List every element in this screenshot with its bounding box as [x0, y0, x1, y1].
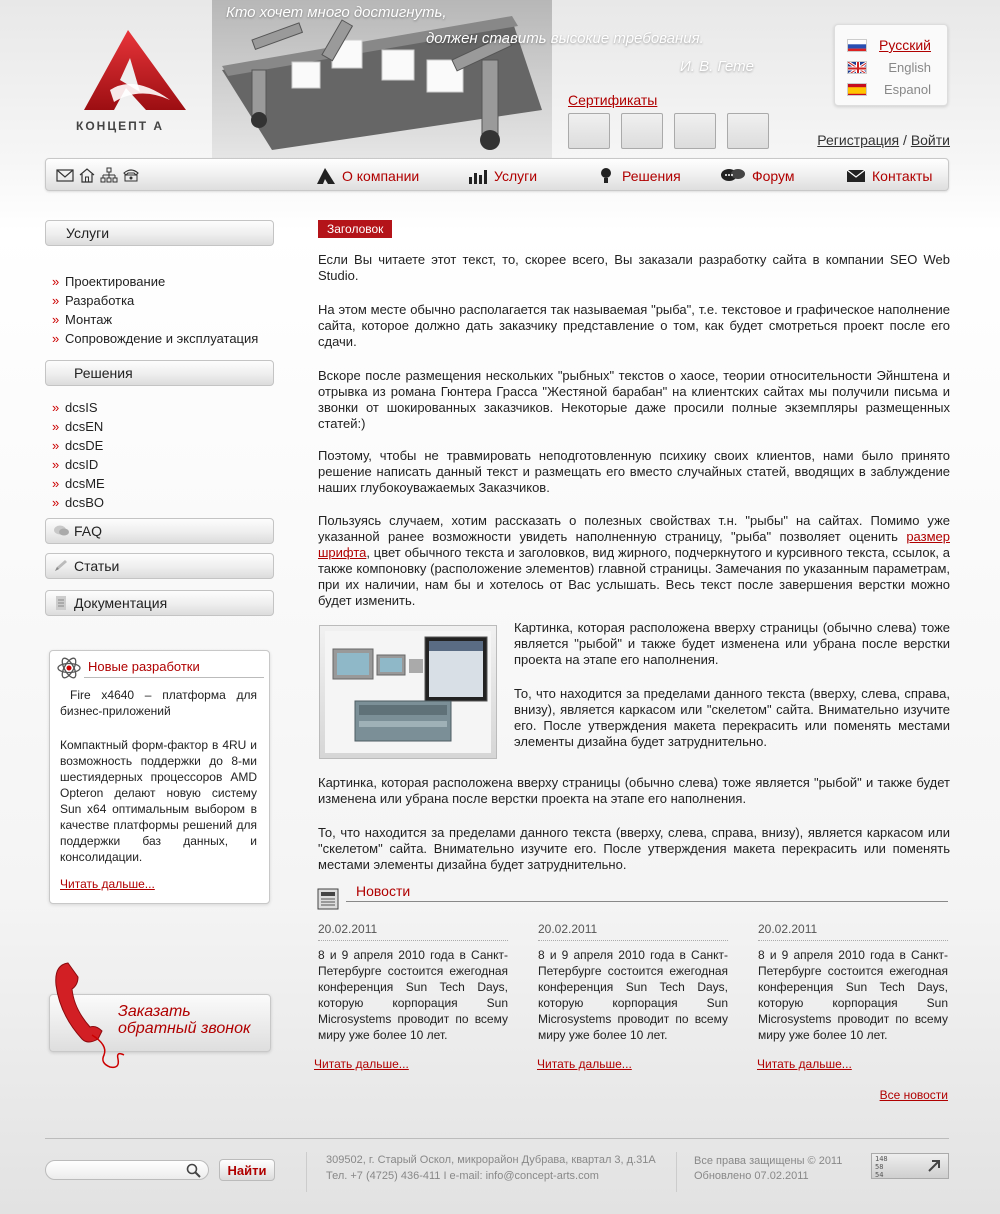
content-paragraph: Картинка, которая расположена вверху страницы (обычно слева) тоже является "рыбой" и также будет изменена или убрана после верстки проекта на этапе его наполнения. — [514, 620, 950, 667]
news-section-title: Новости — [356, 883, 411, 899]
list-item[interactable]: » Разработка — [52, 291, 258, 310]
new-developments-text: Компактный форм-фактор в 4RU и возможность поддержки до 8-ми шестиядерных процессоров AMD Opteron делают новую систему Sun x64 оптимальным выбором в качестве платформы решений для поддержки баз данных, и консолидации. — [60, 738, 257, 864]
faq-button[interactable] — [45, 518, 274, 544]
quick-icons — [56, 167, 140, 183]
nav-label: Услуги — [494, 168, 538, 184]
lang-item-spanish[interactable] — [847, 80, 943, 98]
quote-line-2: должен ставить высокие требования. — [426, 30, 704, 47]
services-list — [52, 272, 258, 348]
certificate-thumb[interactable] — [568, 113, 610, 149]
footer-address: 309502, г. Старый Оскол, микрорайон Дубрава, квартал 3, д.31А — [326, 1154, 656, 1166]
list-item[interactable]: » dcsEN — [52, 417, 105, 436]
nav-item-services[interactable] — [468, 167, 537, 185]
content-paragraph: На этом месте обычно располагается так называемая "рыба", т.е. текстовое и графическое наполнение сайта, которое должно дать заказчику представление о том, как будет смотреться проект после его сдачи. — [318, 302, 950, 349]
lang-item-russian[interactable] — [847, 36, 943, 54]
read-more-link[interactable]: Читать дальше... — [314, 1057, 409, 1071]
content-paragraph: Если Вы читаете этот текст, то, скорее всего, Вы заказали разработку сайта в компании SEO Web Studio. — [318, 252, 950, 283]
news-item — [758, 922, 948, 1043]
divider — [84, 677, 264, 678]
pencil-icon — [53, 559, 69, 573]
list-item[interactable]: » Сопровождение и эксплуатация — [52, 329, 258, 348]
callback-line-1: Заказать — [118, 1003, 191, 1020]
sitemap-icon[interactable] — [100, 167, 118, 183]
quote-line-1: Кто хочет много достигнуть, — [226, 4, 447, 21]
text-run: , цвет обычного текста и заголовков, вид жирного, подчеркнутого и курсивного текста, ссылок, а также компоновку (расположение элементов) главной страницы. Замечания по указанным параметрам, при их наличии, нам бы и хотелось от Вас услышать. Весь текст после завершения верстки можно будет изменить. — [318, 545, 950, 608]
nav-label: Форум — [752, 168, 795, 184]
phone-icon[interactable] — [122, 167, 140, 183]
list-item[interactable]: » dcsID — [52, 455, 105, 474]
counter-line: 58 — [875, 1163, 884, 1171]
nav-item-about[interactable] — [316, 167, 419, 185]
home-icon[interactable] — [78, 167, 96, 183]
news-date: 20.02.2011 — [538, 922, 728, 941]
footer-divider — [306, 1152, 307, 1192]
docs-label: Документация — [74, 595, 168, 611]
list-item[interactable]: » dcsBO — [52, 493, 105, 512]
login-link[interactable]: Войти — [910, 132, 950, 148]
news-text: 8 и 9 апреля 2010 года в Санкт-Петербурге состоится ежегодная конференция Sun Tech Days, которую корпорация Sun Microsystems проводит по всему миру уже более 10 лет. — [318, 948, 508, 1042]
envelope-icon — [846, 167, 866, 185]
list-item[interactable]: » Проектирование — [52, 272, 258, 291]
solutions-header[interactable]: Решения — [45, 360, 274, 386]
content-paragraph: Поэтому, чтобы не травмировать неподготовленную психику своих клиентов, нами было принято решение написать данный текст и размещать его вместо случайных статей, вводящих в заблуждение наших глубокоуважаемых Заказчиков. — [318, 448, 950, 495]
ru-flag-icon — [847, 39, 867, 52]
arrow-icon — [926, 1158, 942, 1174]
callback-line-2: обратный звонок — [118, 1020, 251, 1037]
lang-item-english[interactable] — [847, 58, 943, 76]
nav-label: О компании — [342, 168, 420, 184]
news-text: 8 и 9 апреля 2010 года в Санкт-Петербурге состоится ежегодная конференция Sun Tech Days, которую корпорация Sun Microsystems проводит по всему миру уже более 10 лет. — [758, 948, 948, 1042]
counter-line: 148 — [875, 1155, 888, 1163]
news-item — [318, 922, 508, 1043]
search-button[interactable]: Найти — [219, 1159, 275, 1181]
counter-line: 54 — [875, 1171, 884, 1179]
new-developments-title: Новые разработки — [88, 659, 200, 674]
list-item[interactable]: » Монтаж — [52, 310, 258, 329]
text-run: Пользуясь случаем, хотим рассказать о полезных свойствах т.н. "рыбы" на сайтах. Помимо уже указанной ранее возможности увидеть наполненную страницу, "рыба" позволяет оценить — [318, 513, 950, 544]
main-navbar — [45, 158, 949, 191]
news-date: 20.02.2011 — [318, 922, 508, 941]
content-paragraph: То, что находится за пределами данного текста (вверху, слева, справа, внизу), является каркасом или "скелетом" сайта. Внимательно изучите его. После утверждения макета перекрасить или поменять местами элементы дизайна будет затруднительно. — [318, 825, 950, 872]
nav-label: Решения — [622, 168, 681, 184]
new-developments-lead: Fire x4640 – платформа для бизнес-приложений — [60, 688, 257, 718]
all-news-link[interactable]: Все новости — [879, 1088, 948, 1102]
news-text: 8 и 9 апреля 2010 года в Санкт-Петербурге состоится ежегодная конференция Sun Tech Days, которую корпорация Sun Microsystems проводит по всему миру уже более 10 лет. — [538, 948, 728, 1042]
certificates-link[interactable]: Сертификаты — [568, 92, 658, 108]
search-icon[interactable] — [186, 1163, 201, 1178]
footer-contacts: Тел. +7 (4725) 436-411 I e-mail: info@concept-arts.com — [326, 1170, 599, 1182]
lang-label: Русский — [879, 37, 931, 53]
nav-item-forum[interactable] — [720, 167, 795, 185]
footer-divider — [45, 1138, 949, 1139]
certificate-thumb[interactable] — [674, 113, 716, 149]
certificate-thumb[interactable] — [727, 113, 769, 149]
read-more-link[interactable]: Читать дальше... — [60, 877, 155, 891]
articles-label: Статьи — [74, 558, 120, 574]
chart-icon — [468, 167, 488, 185]
nav-item-contacts[interactable] — [846, 167, 932, 185]
list-item[interactable]: » dcsDE — [52, 436, 105, 455]
mail-icon[interactable] — [56, 167, 74, 183]
header-banner-image — [212, 0, 552, 160]
content-paragraph: Картинка, которая расположена вверху страницы (обычно слева) тоже является "рыбой" и также будет изменена или убрана после верстки проекта на этапе его наполнения. — [318, 775, 950, 806]
certificate-thumb[interactable] — [621, 113, 663, 149]
language-switcher — [834, 24, 948, 106]
callback-label — [118, 1003, 251, 1037]
nav-item-solutions[interactable] — [596, 167, 681, 185]
news-item — [538, 922, 728, 1043]
docs-button[interactable] — [45, 590, 274, 616]
list-item[interactable]: » dcsME — [52, 474, 105, 493]
document-icon — [53, 596, 69, 610]
faq-label: FAQ — [74, 523, 103, 539]
font-size-link[interactable]: размер шрифта — [318, 529, 950, 560]
read-more-link[interactable]: Читать дальше... — [757, 1057, 852, 1071]
chat-bubbles-icon — [720, 167, 746, 185]
auth-separator: / — [903, 132, 907, 148]
read-more-link[interactable]: Читать дальше... — [537, 1057, 632, 1071]
content-image — [319, 625, 497, 759]
bulb-icon — [596, 167, 616, 185]
divider — [346, 901, 948, 902]
footer-updated: Обновлено 07.02.2011 — [694, 1170, 809, 1182]
auth-links — [817, 132, 950, 148]
uk-flag-icon — [847, 61, 867, 74]
content-paragraph: То, что находится за пределами данного текста (вверху, слева, справа, внизу), является каркасом или "скелетом" сайта. Внимательно изучите его. После утверждения макета перекрасить или поменять местами элементы дизайна будет затруднительно. — [514, 686, 950, 749]
telephone-handset-icon — [48, 955, 128, 1075]
visit-counter[interactable] — [871, 1153, 949, 1179]
news-date: 20.02.2011 — [758, 922, 948, 941]
footer-divider — [676, 1152, 677, 1192]
atom-icon — [56, 655, 82, 681]
newspaper-icon — [316, 887, 342, 911]
list-item[interactable]: » dcsIS — [52, 398, 105, 417]
quote-author: И. В. Гете — [680, 58, 754, 75]
register-link[interactable]: Регистрация — [817, 132, 900, 148]
logo-text: КОНЦЕПТ А — [76, 119, 165, 133]
page-title: Заголовок — [318, 220, 392, 238]
lang-label: Espanol — [884, 81, 931, 97]
solutions-list — [52, 398, 105, 512]
logo-a-icon — [316, 167, 336, 185]
articles-button[interactable] — [45, 553, 274, 579]
new-developments-box — [49, 650, 270, 904]
nav-label: Контакты — [872, 168, 933, 184]
equipment-illustration — [325, 631, 491, 753]
counter-values — [875, 1155, 888, 1179]
es-flag-icon — [847, 83, 867, 96]
chat-icon — [53, 524, 69, 538]
footer-copyright: Все права защищены © 2011 — [694, 1155, 843, 1167]
lang-label: English — [888, 59, 931, 75]
services-header[interactable]: Услуги — [45, 220, 274, 246]
content-paragraph: Вскоре после размещения нескольких "рыбных" текстов о хаосе, теории относительности Эйнштена и отрывка из романа Гюнтера Грасса "Жестяной барабан" на клиентских сайтах мы получили письма и звонки от шокированных заказчиков. Некоторые даже просили полные экземпляры размещенных статей:) — [318, 368, 950, 431]
search-input[interactable] — [45, 1160, 209, 1180]
content-paragraph — [318, 513, 950, 609]
